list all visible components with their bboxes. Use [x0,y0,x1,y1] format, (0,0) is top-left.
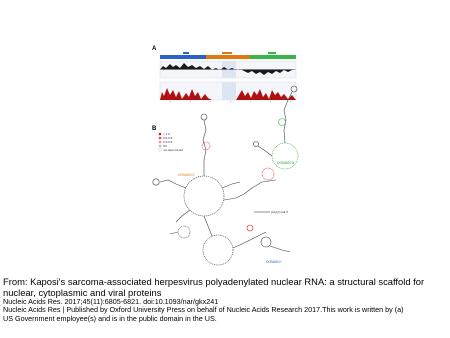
domain-ii-tick [222,52,232,54]
domain-iii-side-hairpin [254,142,259,147]
domain-i-tick [183,52,189,54]
caption-title: From: Kaposi's sarcoma-associated herpesvirus polyadenylated nuclear RNA: a structural scaffold for nuclear, cytoplasmic and viral proteins [3,276,425,298]
domain-iii-loop [272,143,298,169]
figure-caption [3,277,449,323]
panel-a [152,46,296,102]
domain-i-hairpin [247,225,253,231]
legend-swatch-4 [159,145,162,148]
reactivity-legend [159,132,184,152]
domain-iii-segment [250,55,296,59]
panel-b-label: B [152,126,157,132]
panel-a-label: A [152,46,157,52]
legend-swatch-5 [159,149,162,152]
caption-publisher-line-2: US Government employee(s) and is in the public domain in the US. [3,313,217,323]
end-label: poly(A) tail 3' [271,210,289,214]
domain-i-tail-stem [270,246,290,252]
domain-i-upper-stem [204,216,212,236]
reactivity-track [160,61,296,78]
legend-label-5: not determined [163,148,184,152]
domain-ii-left-hairpin [153,179,159,185]
domain-ii-segment [206,55,250,59]
legend-label-3: 0.3-0.5 [163,140,173,144]
domain-iii-internal-loop [279,119,286,126]
domain-iii-label: DOMAIN III [277,161,295,165]
domain-bar [160,52,296,59]
domain-i-label: DOMAIN I [266,260,282,264]
domain-i-left-loop [178,226,190,238]
connector-strand [224,180,276,200]
legend-label-1: < 1.0 [163,132,170,136]
probability-axis-ticks [170,101,290,102]
domain-ii-label: DOMAIN II [178,173,195,177]
domain-ii-internal-loop [202,142,210,150]
legend-swatch-2 [159,137,162,140]
domain-ii-hairpin [201,114,207,120]
caption-publisher-line-1: Nucleic Acids Res | Published by Oxford University Press on behalf of Nucleic Acids Research 2017.This work is written by (a) [3,305,404,315]
domain-ii-lower-stem [176,210,190,222]
caption-citation: Nucleic Acids Res. 2017;45(11):6805-6821. doi:10.1093/nar/gkx241 [3,297,219,307]
domain-i-segment [160,55,206,59]
domain-ii-upper-stem [203,120,206,176]
legend-label-2: 0.5-0.8 [163,136,173,140]
legend-swatch-1 [159,133,162,136]
domain-iii-lower-loop [262,168,274,180]
rna-structure [153,86,298,265]
domain-iii-side-stem [258,146,272,156]
domain-i-right-loop [261,237,271,247]
domain-ii-right-stem [222,182,240,188]
probability-highlight-band [222,82,236,100]
domain-ii-left-stem [160,180,186,188]
legend-label-4: NC [163,144,168,148]
domain-i-multiloop [203,235,233,265]
domain-iii-tick [268,52,276,54]
probability-track [160,82,296,102]
legend-swatch-3 [159,141,162,144]
domain-i-right-stem [233,232,266,248]
panel-b [152,86,298,265]
domain-i-left-stem [170,232,178,234]
